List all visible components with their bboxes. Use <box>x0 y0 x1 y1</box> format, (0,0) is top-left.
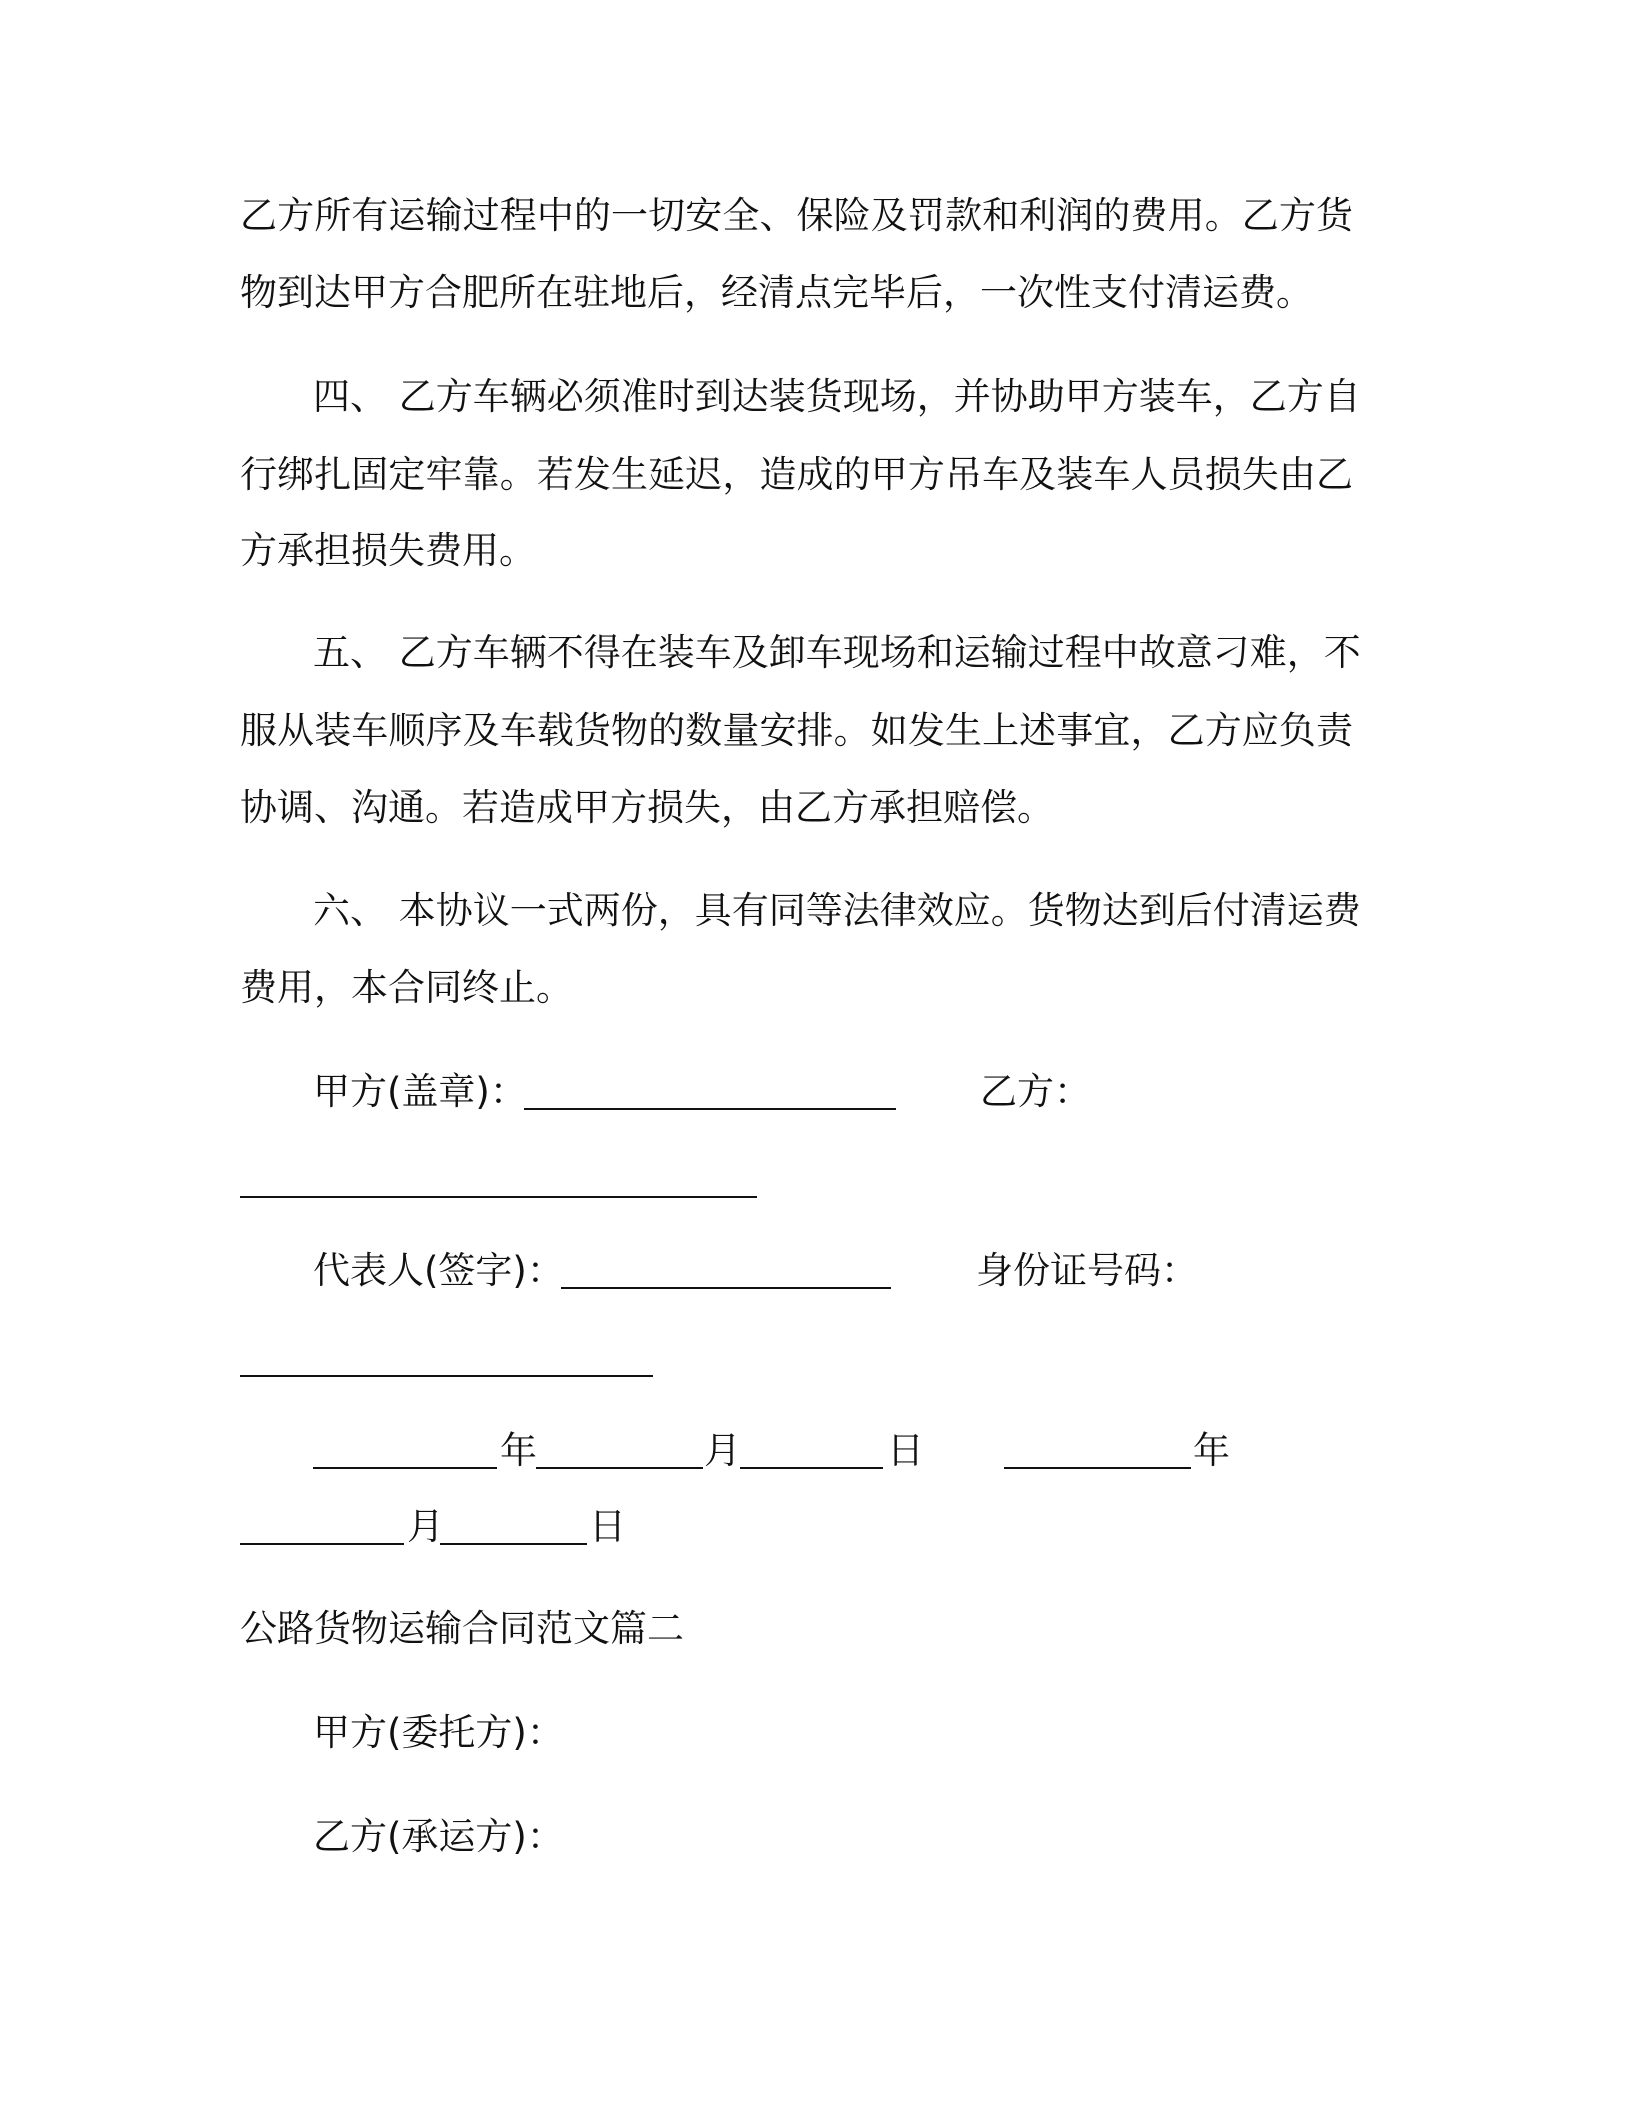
paragraph-line: 物到达甲方合肥所在驻地后，经清点完毕后，一次性支付清运费。 <box>240 271 1313 314</box>
id-number-label: 身份证号码： <box>976 1249 1198 1292</box>
party-b-label: 乙方： <box>980 1070 1091 1113</box>
paragraph-line: 乙方所有运输过程中的一切安全、保险及罚款和利润的费用。乙方货 <box>240 194 1353 237</box>
date-a-month-blank[interactable] <box>536 1467 703 1469</box>
clause-4-line: 行绑扎固定牢靠。若发生延迟，造成的甲方吊车及装车人员损失由乙 <box>240 453 1353 496</box>
date-b-year-label: 年 <box>1193 1429 1230 1472</box>
party-a-seal-label: 甲方(盖章)： <box>313 1070 527 1113</box>
date-a-day-blank[interactable] <box>740 1467 883 1469</box>
clause-5-line: 五、 乙方车辆不得在装车及卸车现场和运输过程中故意刁难，不 <box>313 631 1361 674</box>
date-a-year-label: 年 <box>500 1429 537 1472</box>
date-a-year-blank[interactable] <box>313 1467 497 1469</box>
date-a-month-label: 月 <box>704 1429 741 1472</box>
id-number-blank[interactable] <box>240 1375 653 1377</box>
clause-5-line: 协调、沟通。若造成甲方损失，由乙方承担赔偿。 <box>240 786 1054 829</box>
entrusting-party-label: 甲方(委托方)： <box>313 1711 564 1754</box>
clause-4-line: 方承担损失费用。 <box>240 529 536 572</box>
clause-6-line: 六、 本协议一式两份，具有同等法律效应。货物达到后付清运费 <box>313 889 1361 932</box>
clause-6-line: 费用，本合同终止。 <box>240 966 573 1009</box>
representative-label: 代表人(签字)： <box>313 1249 564 1292</box>
representative-blank[interactable] <box>561 1287 891 1289</box>
date-b-year-blank[interactable] <box>1004 1467 1191 1469</box>
section-title: 公路货物运输合同范文篇二 <box>240 1607 684 1650</box>
date-a-day-label: 日 <box>887 1429 924 1472</box>
date-b-day-label: 日 <box>589 1505 626 1548</box>
date-b-day-blank[interactable] <box>440 1543 587 1545</box>
date-b-month-label: 月 <box>407 1505 444 1548</box>
clause-4-line: 四、 乙方车辆必须准时到达装货现场，并协助甲方装车，乙方自 <box>313 375 1361 418</box>
date-b-month-blank[interactable] <box>240 1543 404 1545</box>
party-a-seal-blank[interactable] <box>524 1108 896 1110</box>
carrier-party-label: 乙方(承运方)： <box>313 1815 564 1858</box>
clause-5-line: 服从装车顺序及车载货物的数量安排。如发生上述事宜，乙方应负责 <box>240 709 1353 752</box>
party-b-blank[interactable] <box>240 1196 757 1198</box>
